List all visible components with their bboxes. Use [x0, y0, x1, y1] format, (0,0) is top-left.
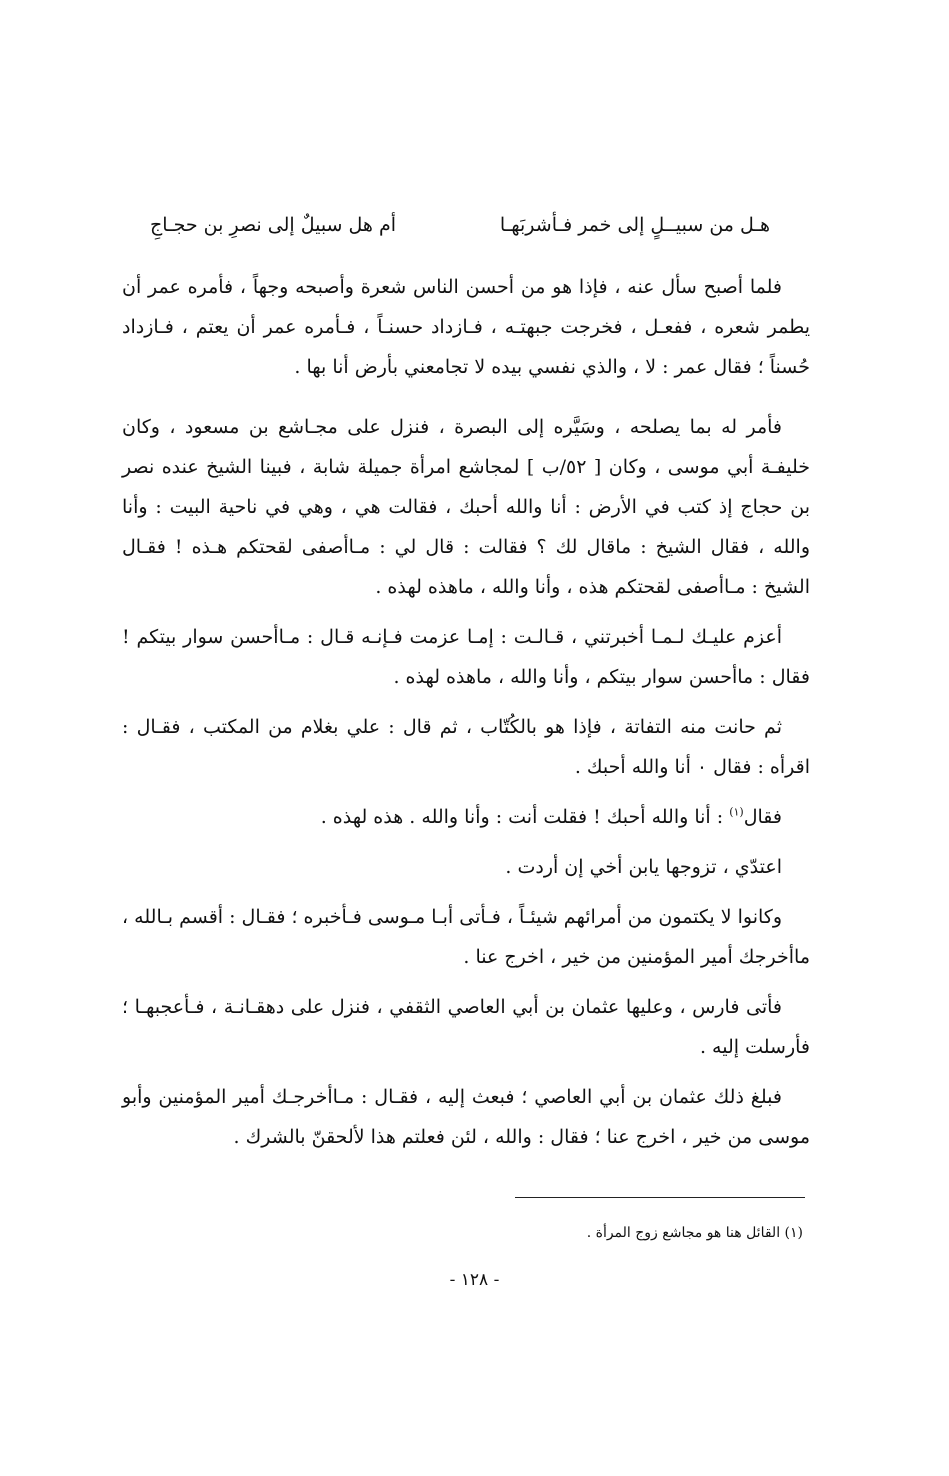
paragraph-6: اعتدّي ، تزوجها يابن أخي إن أردت .: [505, 856, 782, 878]
paragraph-3: أعزم عليـك لـمـا أخبرتني ، قـالـت : إمـا عزمت فـإنـه قـال : مـاأحسن سوار بيتكم ! فقال : ماأحسن سوار بيتكم ، وأنا والله ، ماهذه لهذه .: [122, 626, 810, 688]
main-text: [122, 267, 810, 1157]
paragraph-7: وكانوا لا يكتمون من أمرائهم شيئـاً ، فـأتى أبـا مـوسى فـأخبره ؛ فقـال : أقسم بـالله ، ماأخرجك أمير المؤمنين من خير ، اخرج عنا .: [122, 906, 810, 968]
faqal-prefix: فقال: [743, 806, 782, 828]
paragraph-8: فأتى فارس ، وعليها عثمان بن أبي العاصي الثقفي ، فنزل على دهقـانـة ، فـأعجبهـا ؛ فأرسلت إليه .: [122, 996, 810, 1058]
verse-second-hemistich: أم هل سبيلٌ إلى نصرِ بن حجـاجِ: [150, 214, 396, 236]
paragraph-4: ثم حانت منه التفاتة ، فإذا هو بالكُتّاب ، ثم قال : علي بغلام من المكتب ، فقـال : اقرأه : فقال ٠ أنا والله أحبك .: [122, 716, 810, 778]
paragraph-2: فأمر له بما يصلحه ، وسَيَّره إلى البصرة ، فنزل على مجـاشع بن مسعود ، وكان خليفـة أبي موسى ، وكان [ ٥٢/ب ] لمجاشع امرأة جميلة شابة ، فبينا الشيخ عنده نصر بن حجاج إذ كتب في الأرض : أنا والله أحبك ، فقالت هي ، وهي في ناحية البيت : وأنا والله ، فقال الشيخ : ماقال لك ؟ فقالت : قال لي : مـاأصفى لقحتكم هـذه ! فقـال الشيخ : مـاأصفى لقحتكم هذه ، وأنا والله ، ماهذه لهذه .: [122, 416, 811, 598]
footnote-reference: (١): [729, 805, 744, 819]
verse-first-hemistich: هـل من سبيــلٍ إلى خمر فـأشربَهـا: [499, 214, 770, 236]
paragraph-1: فلما أصبح سأل عنه ، فإذا هو من أحسن الناس شعرة وأصبحه وجهاً ، فأمره عمر أن يطمر شعره ، ففعـل ، فخرجت جبهتـه ، فـازداد حسنـاً ، فـأمره عمر أن يعتم ، فـازداد حُسناً ؛ فقال عمر : لا ، والذي نفسي بيده لا تجامعني بأرض أنا بها .: [122, 276, 810, 378]
faqal-rest: : أنا والله أحبك ! فقلت أنت : وأنا والله . هذه لهذه .: [320, 806, 730, 828]
footnote-divider: [515, 1197, 805, 1198]
footnote: (١) القائل هنا هو مجاشع زوج المرأة .: [586, 1225, 803, 1241]
paragraph-9: فبلغ ذلك عثمان بن أبي العاصي ؛ فبعث إليه ، فقـال : مـاأخرجـك أمير المؤمنين وأبو موسى من خير ، اخرج عنا ؛ فقال : والله ، لئن فعلتم هذا لألحقنّ بالشرك .: [122, 1086, 810, 1148]
page-number: - ١٢٨ -: [449, 1270, 500, 1290]
paragraph-5: [122, 797, 810, 837]
poem-verse: [150, 205, 770, 255]
